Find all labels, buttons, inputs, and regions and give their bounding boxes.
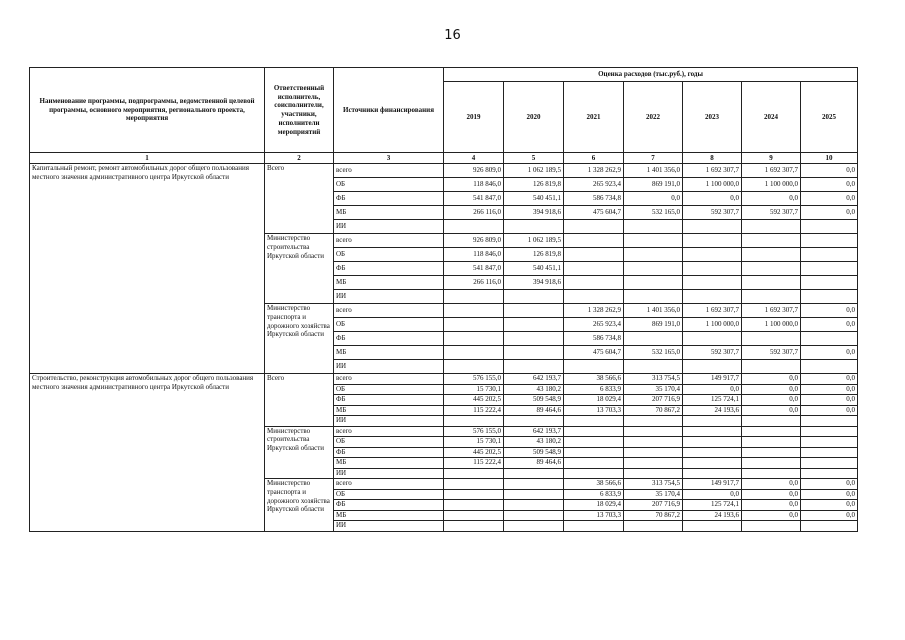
amount-cell (801, 521, 858, 532)
amount-cell (624, 447, 683, 458)
amount-cell (564, 426, 624, 437)
amount-cell (742, 248, 801, 262)
amount-cell: 0,0 (742, 500, 801, 511)
amount-cell: 1 401 356,0 (624, 304, 683, 318)
amount-cell: 0,0 (801, 346, 858, 360)
amount-cell (504, 318, 564, 332)
amount-cell (624, 332, 683, 346)
amount-cell: 642 193,7 (504, 426, 564, 437)
amount-cell: 0,0 (801, 178, 858, 192)
amount-cell: 541 847,0 (444, 262, 504, 276)
amount-cell: 115 222,4 (444, 458, 504, 469)
year-header: 2021 (564, 82, 624, 153)
amount-cell (801, 426, 858, 437)
amount-cell: 6 833,9 (564, 489, 624, 500)
amount-cell: 1 062 189,5 (504, 234, 564, 248)
amount-cell: 0,0 (742, 489, 801, 500)
funding-source-cell: ОБ (334, 178, 444, 192)
amount-cell (444, 346, 504, 360)
amount-cell (504, 479, 564, 490)
amount-cell (801, 437, 858, 448)
amount-cell (504, 360, 564, 374)
amount-cell (742, 290, 801, 304)
amount-cell (444, 468, 504, 479)
amount-cell: 89 464,6 (504, 405, 564, 416)
amount-cell: 70 867,2 (624, 510, 683, 521)
amount-cell (444, 290, 504, 304)
amount-cell: 0,0 (801, 304, 858, 318)
amount-cell: 475 604,7 (564, 206, 624, 220)
amount-cell: 1 401 356,0 (624, 164, 683, 178)
amount-cell (801, 360, 858, 374)
program-name-cell: Строительство, реконструкция автомобильных дорог общего пользования местного значения административного центра Иркутской области (30, 374, 265, 532)
year-header: 2020 (504, 82, 564, 153)
header-costs: Оценка расходов (тыс.руб.), годы (444, 68, 858, 82)
amount-cell (624, 426, 683, 437)
amount-cell (742, 437, 801, 448)
amount-cell (564, 220, 624, 234)
column-number: 2 (265, 153, 334, 164)
amount-cell (444, 489, 504, 500)
amount-cell: 0,0 (683, 489, 742, 500)
funding-source-cell: ИИ (334, 416, 444, 427)
year-header: 2022 (624, 82, 683, 153)
amount-cell (444, 510, 504, 521)
amount-cell (624, 220, 683, 234)
amount-cell: 0,0 (801, 374, 858, 385)
header-name: Наименование программы, подпрограммы, ведомственной целевой программы, основного мероприятия, регионального проекта, мероприятия (30, 68, 265, 153)
amount-cell (444, 479, 504, 490)
amount-cell (504, 332, 564, 346)
amount-cell: 869 191,0 (624, 318, 683, 332)
amount-cell (683, 468, 742, 479)
amount-cell (564, 360, 624, 374)
amount-cell: 1 328 262,9 (564, 164, 624, 178)
funding-source-cell: всего (334, 304, 444, 318)
amount-cell: 266 116,0 (444, 276, 504, 290)
amount-cell (683, 220, 742, 234)
amount-cell (683, 426, 742, 437)
amount-cell: 15 730,1 (444, 437, 504, 448)
amount-cell: 0,0 (742, 374, 801, 385)
executor-cell: Министерство транспорта и дорожного хозяйства Иркутской области (265, 479, 334, 532)
amount-cell (624, 360, 683, 374)
amount-cell (801, 262, 858, 276)
amount-cell: 6 833,9 (564, 384, 624, 395)
amount-cell (564, 276, 624, 290)
funding-source-cell: ИИ (334, 290, 444, 304)
amount-cell (683, 437, 742, 448)
amount-cell (624, 458, 683, 469)
amount-cell: 592 307,7 (742, 346, 801, 360)
amount-cell (564, 447, 624, 458)
amount-cell: 0,0 (801, 206, 858, 220)
amount-cell: 1 062 189,5 (504, 164, 564, 178)
column-number: 7 (624, 153, 683, 164)
funding-source-cell: ФБ (334, 262, 444, 276)
amount-cell: 1 100 000,0 (683, 318, 742, 332)
amount-cell: 642 193,7 (504, 374, 564, 385)
amount-cell: 0,0 (801, 405, 858, 416)
amount-cell (504, 489, 564, 500)
amount-cell: 0,0 (801, 500, 858, 511)
amount-cell: 24 193,6 (683, 510, 742, 521)
amount-cell (801, 416, 858, 427)
amount-cell (624, 262, 683, 276)
amount-cell (444, 332, 504, 346)
amount-cell: 0,0 (801, 192, 858, 206)
executor-cell: Министерство транспорта и дорожного хозяйства Иркутской области (265, 304, 334, 374)
amount-cell (801, 332, 858, 346)
funding-source-cell: ФБ (334, 192, 444, 206)
amount-cell (564, 290, 624, 304)
amount-cell: 149 917,7 (683, 374, 742, 385)
header-source: Источники финансирования (334, 68, 444, 153)
amount-cell: 1 100 000,0 (742, 178, 801, 192)
budget-table (29, 67, 858, 532)
amount-cell (564, 416, 624, 427)
table-body (30, 164, 858, 532)
column-number: 10 (801, 153, 858, 164)
amount-cell: 0,0 (801, 318, 858, 332)
amount-cell (564, 234, 624, 248)
amount-cell: 1 328 262,9 (564, 304, 624, 318)
amount-cell (683, 447, 742, 458)
amount-cell: 475 604,7 (564, 346, 624, 360)
amount-cell: 1 100 000,0 (683, 178, 742, 192)
amount-cell (742, 332, 801, 346)
table-row (30, 164, 858, 178)
amount-cell (624, 521, 683, 532)
amount-cell: 207 716,9 (624, 395, 683, 406)
amount-cell: 126 819,8 (504, 178, 564, 192)
amount-cell (444, 521, 504, 532)
amount-cell: 586 734,8 (564, 192, 624, 206)
amount-cell (624, 276, 683, 290)
amount-cell: 509 548,9 (504, 395, 564, 406)
funding-source-cell: ФБ (334, 447, 444, 458)
funding-source-cell: ФБ (334, 500, 444, 511)
table-row (30, 374, 858, 385)
amount-cell (683, 290, 742, 304)
amount-cell (801, 468, 858, 479)
column-number: 6 (564, 153, 624, 164)
funding-source-cell: ОБ (334, 489, 444, 500)
amount-cell (624, 290, 683, 304)
amount-cell (683, 248, 742, 262)
amount-cell: 1 100 000,0 (742, 318, 801, 332)
amount-cell: 115 222,4 (444, 405, 504, 416)
amount-cell: 0,0 (742, 405, 801, 416)
funding-source-cell: МБ (334, 405, 444, 416)
amount-cell: 1 692 307,7 (683, 304, 742, 318)
amount-cell: 1 692 307,7 (742, 164, 801, 178)
funding-source-cell: МБ (334, 346, 444, 360)
amount-cell: 126 819,8 (504, 248, 564, 262)
amount-cell: 586 734,8 (564, 332, 624, 346)
amount-cell: 592 307,7 (683, 346, 742, 360)
amount-cell: 266 116,0 (444, 206, 504, 220)
amount-cell (444, 500, 504, 511)
amount-cell: 0,0 (742, 384, 801, 395)
amount-cell: 70 867,2 (624, 405, 683, 416)
amount-cell: 0,0 (683, 192, 742, 206)
amount-cell (564, 521, 624, 532)
amount-cell (742, 262, 801, 276)
year-header: 2019 (444, 82, 504, 153)
amount-cell (742, 416, 801, 427)
amount-cell (624, 234, 683, 248)
amount-cell: 89 464,6 (504, 458, 564, 469)
amount-cell: 0,0 (683, 384, 742, 395)
amount-cell (801, 234, 858, 248)
amount-cell (504, 510, 564, 521)
amount-cell (564, 468, 624, 479)
column-number: 3 (334, 153, 444, 164)
funding-source-cell: всего (334, 426, 444, 437)
funding-source-cell: всего (334, 374, 444, 385)
amount-cell: 38 566,6 (564, 374, 624, 385)
amount-cell: 445 202,5 (444, 395, 504, 406)
amount-cell (504, 346, 564, 360)
executor-cell: Министерство строительства Иркутской области (265, 426, 334, 479)
amount-cell: 18 029,4 (564, 500, 624, 511)
amount-cell (564, 458, 624, 469)
amount-cell: 576 155,0 (444, 374, 504, 385)
funding-source-cell: МБ (334, 276, 444, 290)
amount-cell: 592 307,7 (742, 206, 801, 220)
amount-cell (683, 234, 742, 248)
amount-cell (444, 220, 504, 234)
amount-cell (624, 416, 683, 427)
amount-cell (504, 290, 564, 304)
funding-source-cell: ФБ (334, 332, 444, 346)
amount-cell (683, 262, 742, 276)
amount-cell: 15 730,1 (444, 384, 504, 395)
amount-cell: 18 029,4 (564, 395, 624, 406)
funding-source-cell: ОБ (334, 318, 444, 332)
amount-cell: 592 307,7 (683, 206, 742, 220)
amount-cell: 0,0 (742, 479, 801, 490)
amount-cell (683, 458, 742, 469)
amount-cell: 207 716,9 (624, 500, 683, 511)
amount-cell: 0,0 (801, 395, 858, 406)
amount-cell: 532 165,0 (624, 206, 683, 220)
amount-cell (683, 332, 742, 346)
amount-cell (742, 426, 801, 437)
amount-cell (683, 276, 742, 290)
amount-cell (742, 521, 801, 532)
amount-cell: 1 692 307,7 (742, 304, 801, 318)
amount-cell: 0,0 (624, 192, 683, 206)
amount-cell: 0,0 (801, 489, 858, 500)
amount-cell (683, 360, 742, 374)
funding-source-cell: ОБ (334, 384, 444, 395)
amount-cell (742, 447, 801, 458)
amount-cell (742, 234, 801, 248)
column-number-row (30, 153, 858, 164)
amount-cell: 0,0 (742, 510, 801, 521)
amount-cell: 541 847,0 (444, 192, 504, 206)
amount-cell (504, 468, 564, 479)
year-header: 2023 (683, 82, 742, 153)
funding-source-cell: ИИ (334, 521, 444, 532)
amount-cell (801, 248, 858, 262)
amount-cell: 0,0 (801, 384, 858, 395)
amount-cell: 0,0 (801, 479, 858, 490)
amount-cell: 35 170,4 (624, 489, 683, 500)
amount-cell (564, 248, 624, 262)
column-number: 9 (742, 153, 801, 164)
column-number: 8 (683, 153, 742, 164)
amount-cell: 0,0 (742, 192, 801, 206)
program-name-cell: Капитальный ремонт, ремонт автомобильных дорог общего пользования местного значения административного центра Иркутской области (30, 164, 265, 374)
amount-cell (801, 220, 858, 234)
funding-source-cell: ИИ (334, 468, 444, 479)
amount-cell: 540 451,1 (504, 192, 564, 206)
header-executor: Ответственный исполнитель, соисполнители, участники, исполнители мероприятий (265, 68, 334, 153)
amount-cell (742, 458, 801, 469)
amount-cell (742, 468, 801, 479)
amount-cell (504, 521, 564, 532)
amount-cell (444, 304, 504, 318)
amount-cell: 0,0 (801, 510, 858, 521)
amount-cell: 509 548,9 (504, 447, 564, 458)
amount-cell (624, 437, 683, 448)
funding-source-cell: МБ (334, 206, 444, 220)
funding-source-cell: ОБ (334, 437, 444, 448)
amount-cell (801, 447, 858, 458)
amount-cell: 394 918,6 (504, 206, 564, 220)
funding-source-cell: всего (334, 234, 444, 248)
amount-cell: 13 703,3 (564, 510, 624, 521)
amount-cell (801, 458, 858, 469)
funding-source-cell: ИИ (334, 220, 444, 234)
executor-cell: Министерство строительства Иркутской области (265, 234, 334, 304)
funding-source-cell: ФБ (334, 395, 444, 406)
amount-cell (742, 220, 801, 234)
amount-cell (683, 521, 742, 532)
amount-cell: 313 754,5 (624, 374, 683, 385)
amount-cell (801, 290, 858, 304)
page-number: 16 (444, 28, 461, 43)
executor-cell: Всего (265, 374, 334, 427)
amount-cell: 1 692 307,7 (683, 164, 742, 178)
amount-cell: 394 918,6 (504, 276, 564, 290)
amount-cell (504, 500, 564, 511)
amount-cell: 926 809,0 (444, 164, 504, 178)
amount-cell: 869 191,0 (624, 178, 683, 192)
amount-cell (444, 416, 504, 427)
funding-source-cell: МБ (334, 458, 444, 469)
amount-cell: 43 180,2 (504, 384, 564, 395)
amount-cell (564, 262, 624, 276)
amount-cell: 576 155,0 (444, 426, 504, 437)
column-number: 1 (30, 153, 265, 164)
amount-cell: 926 809,0 (444, 234, 504, 248)
amount-cell (742, 276, 801, 290)
amount-cell (444, 360, 504, 374)
amount-cell (624, 468, 683, 479)
amount-cell (504, 304, 564, 318)
amount-cell: 149 917,7 (683, 479, 742, 490)
amount-cell (683, 416, 742, 427)
amount-cell (801, 276, 858, 290)
amount-cell: 125 724,1 (683, 395, 742, 406)
funding-source-cell: всего (334, 164, 444, 178)
amount-cell: 0,0 (742, 395, 801, 406)
amount-cell (504, 220, 564, 234)
amount-cell: 43 180,2 (504, 437, 564, 448)
funding-source-cell: ОБ (334, 248, 444, 262)
amount-cell: 0,0 (801, 164, 858, 178)
funding-source-cell: ИИ (334, 360, 444, 374)
funding-source-cell: МБ (334, 510, 444, 521)
column-number: 4 (444, 153, 504, 164)
amount-cell: 313 754,5 (624, 479, 683, 490)
amount-cell (624, 248, 683, 262)
amount-cell: 445 202,5 (444, 447, 504, 458)
amount-cell: 24 193,6 (683, 405, 742, 416)
amount-cell: 38 566,6 (564, 479, 624, 490)
amount-cell (444, 318, 504, 332)
year-header: 2025 (801, 82, 858, 153)
amount-cell: 265 923,4 (564, 178, 624, 192)
amount-cell (564, 437, 624, 448)
amount-cell (742, 360, 801, 374)
year-header: 2024 (742, 82, 801, 153)
amount-cell (504, 416, 564, 427)
amount-cell: 125 724,1 (683, 500, 742, 511)
amount-cell: 532 165,0 (624, 346, 683, 360)
amount-cell: 118 846,0 (444, 248, 504, 262)
amount-cell: 118 846,0 (444, 178, 504, 192)
amount-cell: 265 923,4 (564, 318, 624, 332)
executor-cell: Всего (265, 164, 334, 234)
amount-cell: 35 170,4 (624, 384, 683, 395)
amount-cell: 13 703,3 (564, 405, 624, 416)
funding-source-cell: всего (334, 479, 444, 490)
column-number: 5 (504, 153, 564, 164)
amount-cell: 540 451,1 (504, 262, 564, 276)
